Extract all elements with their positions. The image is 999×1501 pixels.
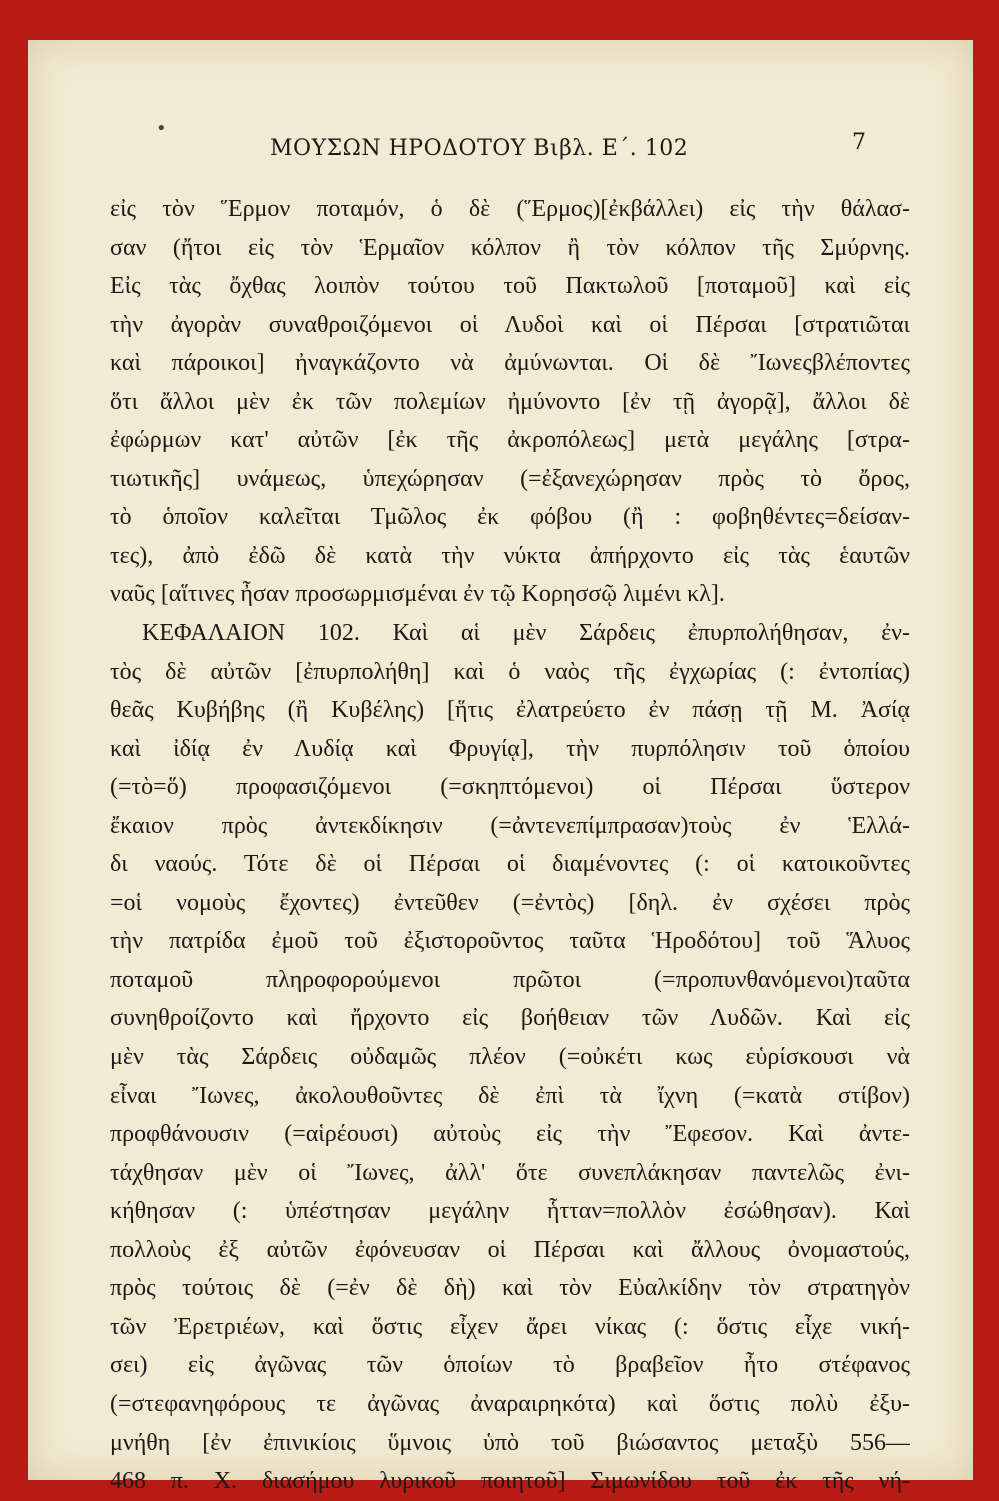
text-line: τῶν Ἐρετριέων, καὶ ὅστις εἶχεν ἄρει νίκας (: ὅστις εἶχε νική-	[110, 1313, 910, 1340]
text-body	[110, 190, 910, 1501]
text-line: δι ναούς. Τότε δὲ οἱ Πέρσαι οἱ διαμένοντες (: οἱ κατοικοῦντες	[110, 851, 910, 878]
text-line: καὶ ἰδίᾳ ἐν Λυδίᾳ καὶ Φρυγίᾳ], τὴν πυρπόλησιν τοῦ ὁποίου	[110, 735, 910, 762]
text-line: τες), ἀπὸ ἐδῶ δὲ κατὰ τὴν νύκτα ἀπήρχοντο εἰς τὰς ἑαυτῶν	[110, 542, 910, 569]
text-line: μὲν τὰς Σάρδεις οὐδαμῶς πλέον (=οὐκέτι κως εὑρίσκουσι νὰ	[110, 1044, 910, 1071]
ornament-dot: •	[156, 118, 167, 139]
running-title: ΜΟΥΣΩΝ ΗΡΟΔΟΤΟΥ Βιβλ. Ε΄. 102	[270, 136, 689, 161]
text-line: συνηθροίζοντο καὶ ἤρχοντο εἰς βοήθειαν τῶν Λυδῶν. Καὶ εἰς	[110, 1005, 910, 1032]
chapter-heading-line: ΚΕΦΑΛΑΙΟΝ 102. Καὶ αἱ μὲν Σάρδεις ἐπυρπολήθησαν, ἐν-	[142, 620, 910, 647]
text-line: ποταμοῦ πληροφορούμενοι πρῶτοι (=προπυνθανόμενοι)ταῦτα	[110, 966, 910, 993]
text-line: θεᾶς Κυβήβης (ἢ Κυβέλης) [ἥτις ἐλατρεύετο ἐν πάσῃ τῇ Μ. Ἀσίᾳ	[110, 697, 910, 724]
text-line: εἶναι Ἴωνες, ἀκολουθοῦντες δὲ ἐπὶ τὰ ἴχνη (=κατὰ στίβον)	[110, 1082, 910, 1109]
text-line: προφθάνουσιν (=αἱρέουσι) αὐτοὺς εἰς τὴν Ἔφεσον. Καὶ ἀντε-	[110, 1121, 910, 1148]
text-line: ναῦς [αἵτινες ἦσαν προσωρμισμέναι ἐν τῷ Κορησσῷ λιμένι κλ].	[110, 581, 725, 608]
text-line: τιωτικῆς] υνάμεως, ὑπεχώρησαν (=ἐξανεχώρησαν πρὸς τὸ ὄρος,	[110, 465, 910, 492]
text-line: τὸ ὁποῖον καλεῖται Τμῶλος ἐκ φόβου (ἢ : φοβηθέντες=δείσαν-	[110, 504, 910, 531]
text-line: ὅτι ἄλλοι μὲν ἐκ τῶν πολεμίων ἠμύνοντο [ἐν τῇ ἀγορᾷ], ἄλλοι δὲ	[110, 388, 910, 415]
text-line: τὴν πατρίδα ἐμοῦ τοῦ ἐξιστοροῦντος ταῦτα Ἡροδότου] τοῦ Ἅλυος	[110, 928, 910, 955]
text-line: σει) εἰς ἀγῶνας τῶν ὁποίων τὸ βραβεῖον ἦτο στέφανος	[110, 1352, 910, 1379]
page-number: 7	[852, 130, 866, 155]
text-line: πολλοὺς ἐξ αὐτῶν ἐφόνευσαν οἱ Πέρσαι καὶ ἄλλους ὀνομαστούς,	[110, 1236, 910, 1263]
text-line: ἔκαιον πρὸς ἀντεκδίκησιν (=ἀντενεπίμπρασαν)τοὺς ἐν Ἑλλά-	[110, 812, 910, 839]
text-line: (=στεφανηφόρους τε ἀγῶνας ἀναραιρηκότα) καὶ ὅστις πολὺ ἐξυ-	[110, 1390, 910, 1417]
text-line: κήθησαν (: ὑπέστησαν μεγάλην ἧτταν=πολλὸν ἐσώθησαν). Καὶ	[110, 1198, 910, 1225]
text-line: τὴν ἀγορὰν συναθροιζόμενοι οἱ Λυδοὶ καὶ οἱ Πέρσαι [στρατιῶται	[110, 311, 910, 338]
text-line: =οἱ νομοὺς ἔχοντες) ἐντεῦθεν (=ἐντὸς) [δηλ. ἐν σχέσει πρὸς	[110, 889, 910, 916]
text-line: καὶ πάροικοι] ἠναγκάζοντο νὰ ἀμύνωνται. Οἱ δὲ Ἴωνεςβλέποντες	[110, 350, 910, 377]
text-line: πρὸς τούτοις δὲ (=ἐν δὲ δὴ) καὶ τὸν Εὐαλκίδην τὸν στρατηγὸν	[110, 1275, 910, 1302]
text-line: ἐφώρμων κατ' αὐτῶν [ἐκ τῆς ἀκροπόλεως] μετὰ μεγάλης [στρα-	[110, 427, 910, 454]
text-line: τάχθησαν μὲν οἱ Ἴωνες, ἀλλ' ὅτε συνεπλάκησαν παντελῶς ἐνι-	[110, 1159, 910, 1186]
text-line: (=τὸ=ὅ) προφασιζόμενοι (=σκηπτόμενοι) οἱ Πέρσαι ὕστερον	[110, 774, 910, 801]
running-header	[28, 118, 973, 170]
text-line: 468 π. Χ. διασήμου λυρικοῦ ποιητοῦ] Σιμωνίδου τοῦ ἐκ τῆς νή-	[110, 1468, 910, 1495]
text-line: εἰς τὸν Ἕρμον ποταμόν, ὁ δὲ (Ἕρμος)[ἐκβάλλει) εἰς τὴν θάλασ-	[110, 196, 910, 222]
text-line: μνήθη [ἐν ἐπινικίοις ὕμνοις ὑπὸ τοῦ βιώσαντος μεταξὺ 556—	[110, 1429, 910, 1456]
text-line: σαν (ἤτοι εἰς τὸν Ἑρμαῖον κόλπον ἢ τὸν κόλπον τῆς Σμύρνης.	[110, 234, 910, 261]
text-line: τὸς δὲ αὐτῶν [ἐπυρπολήθη] καὶ ὁ ναὸς τῆς ἐγχωρίας (: ἐντοπίας)	[110, 658, 910, 685]
text-line: Εἰς τὰς ὄχθας λοιπὸν τούτου τοῦ Πακτωλοῦ [ποταμοῦ] καὶ εἰς	[110, 273, 910, 300]
book-page	[28, 40, 973, 1495]
